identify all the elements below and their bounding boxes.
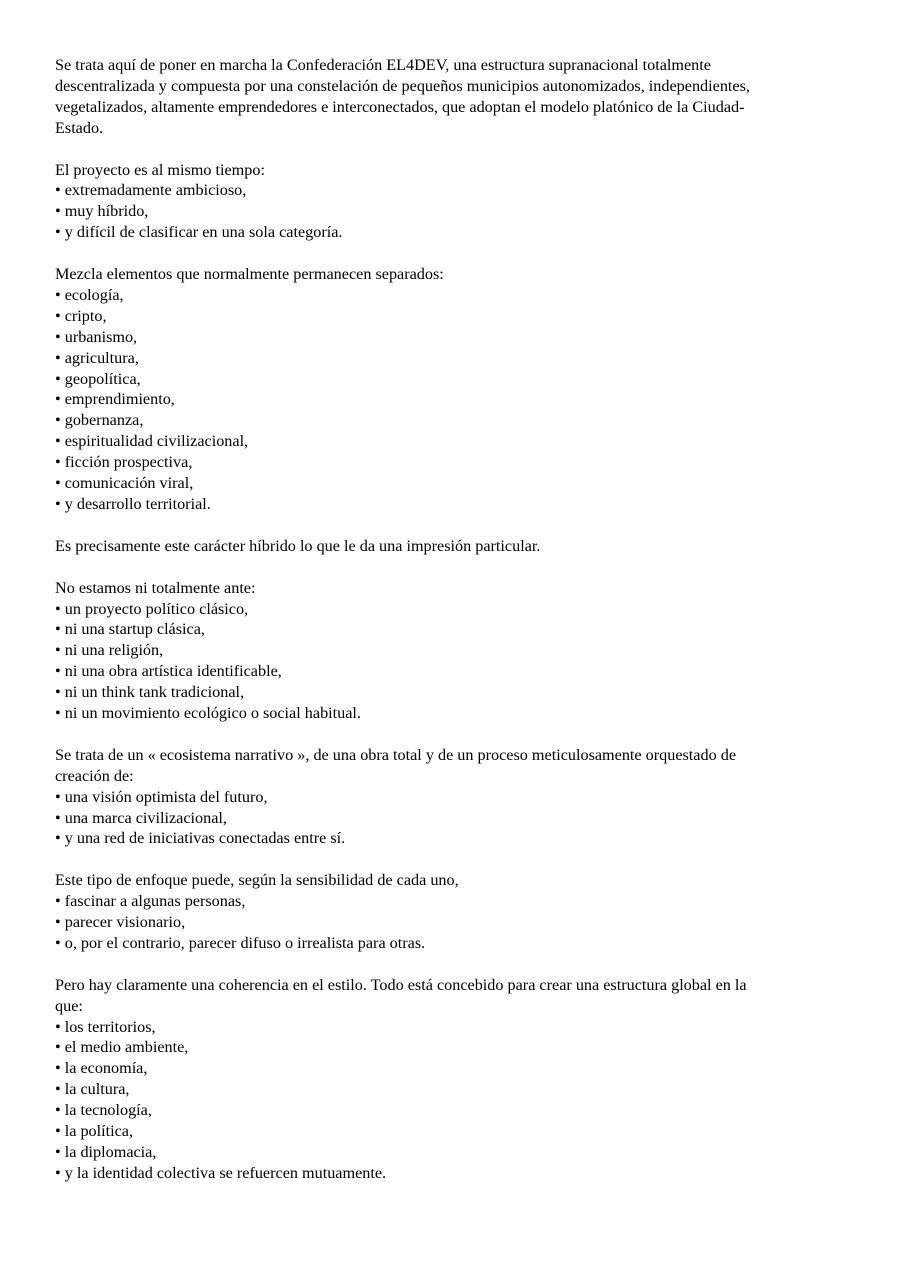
- list-item: • una marca civilizacional,: [55, 808, 855, 829]
- coherence-heading: que:: [55, 996, 83, 1015]
- list-item: • ni una religión,: [55, 640, 855, 661]
- approach-heading: Este tipo de enfoque puede, según la sensibilidad de cada uno,: [55, 871, 459, 890]
- hybrid-paragraph: [55, 536, 855, 557]
- coherence-heading: Pero hay claramente una coherencia en el estilo. Todo está concebido para crear una estructura global en la: [55, 975, 747, 994]
- list-item: • geopolítica,: [55, 369, 855, 390]
- coherence-section: [55, 975, 855, 1184]
- list-item: • o, por el contrario, parecer difuso o irrealista para otras.: [55, 933, 855, 954]
- list-item: • los territorios,: [55, 1017, 855, 1038]
- list-item: • agricultura,: [55, 348, 855, 369]
- list-item: • y la identidad colectiva se refuercen mutuamente.: [55, 1163, 855, 1184]
- ecosystem-heading: Se trata de un « ecosistema narrativo », de una obra total y de un proceso meticulosamente orquestado de: [55, 745, 736, 764]
- intro-line: Estado.: [55, 118, 104, 137]
- list-item: • comunicación viral,: [55, 473, 855, 494]
- list-item: • parecer visionario,: [55, 912, 855, 933]
- list-item: • y desarrollo territorial.: [55, 494, 855, 515]
- list-item: • la diplomacia,: [55, 1142, 855, 1163]
- ecosystem-heading: creación de:: [55, 766, 134, 785]
- list-item: • la cultura,: [55, 1079, 855, 1100]
- project-heading: El proyecto es al mismo tiempo:: [55, 160, 265, 179]
- list-item: • ni una obra artística identificable,: [55, 661, 855, 682]
- list-item: • la economía,: [55, 1058, 855, 1079]
- coherence-list: [55, 1017, 855, 1184]
- intro-paragraph: [55, 55, 855, 139]
- not-heading: No estamos ni totalmente ante:: [55, 578, 256, 597]
- not-section: [55, 578, 855, 724]
- list-item: • muy híbrido,: [55, 201, 855, 222]
- list-item: • y una red de iniciativas conectadas entre sí.: [55, 828, 855, 849]
- hybrid-text: Es precisamente este carácter híbrido lo que le da una impresión particular.: [55, 536, 541, 555]
- document-page: [55, 55, 855, 1205]
- list-item: • un proyecto político clásico,: [55, 599, 855, 620]
- intro-line: vegetalizados, altamente emprendedores e interconectados, que adoptan el modelo platónico de la Ciudad-: [55, 97, 745, 116]
- list-item: • ni un movimiento ecológico o social habitual.: [55, 703, 855, 724]
- mix-list: [55, 285, 855, 515]
- project-section: [55, 160, 855, 244]
- project-list: [55, 180, 855, 243]
- list-item: • emprendimiento,: [55, 389, 855, 410]
- list-item: • ni un think tank tradicional,: [55, 682, 855, 703]
- list-item: • extremadamente ambicioso,: [55, 180, 855, 201]
- list-item: • una visión optimista del futuro,: [55, 787, 855, 808]
- ecosystem-section: [55, 745, 855, 850]
- not-list: [55, 599, 855, 724]
- mix-section: [55, 264, 855, 515]
- intro-line: descentralizada y compuesta por una constelación de pequeños municipios autonomizados, independientes,: [55, 76, 750, 95]
- ecosystem-list: [55, 787, 855, 850]
- list-item: • espiritualidad civilizacional,: [55, 431, 855, 452]
- list-item: • la tecnología,: [55, 1100, 855, 1121]
- list-item: • fascinar a algunas personas,: [55, 891, 855, 912]
- mix-heading: Mezcla elementos que normalmente permanecen separados:: [55, 265, 444, 284]
- list-item: • cripto,: [55, 306, 855, 327]
- list-item: • la política,: [55, 1121, 855, 1142]
- intro-line: Se trata aquí de poner en marcha la Confederación EL4DEV, una estructura supranacional totalmente: [55, 56, 711, 74]
- list-item: • y difícil de clasificar en una sola categoría.: [55, 222, 855, 243]
- list-item: • el medio ambiente,: [55, 1037, 855, 1058]
- list-item: • urbanismo,: [55, 327, 855, 348]
- list-item: • ni una startup clásica,: [55, 619, 855, 640]
- list-item: • ecología,: [55, 285, 855, 306]
- list-item: • gobernanza,: [55, 410, 855, 431]
- list-item: • ficción prospectiva,: [55, 452, 855, 473]
- approach-section: [55, 870, 855, 954]
- approach-list: [55, 891, 855, 954]
